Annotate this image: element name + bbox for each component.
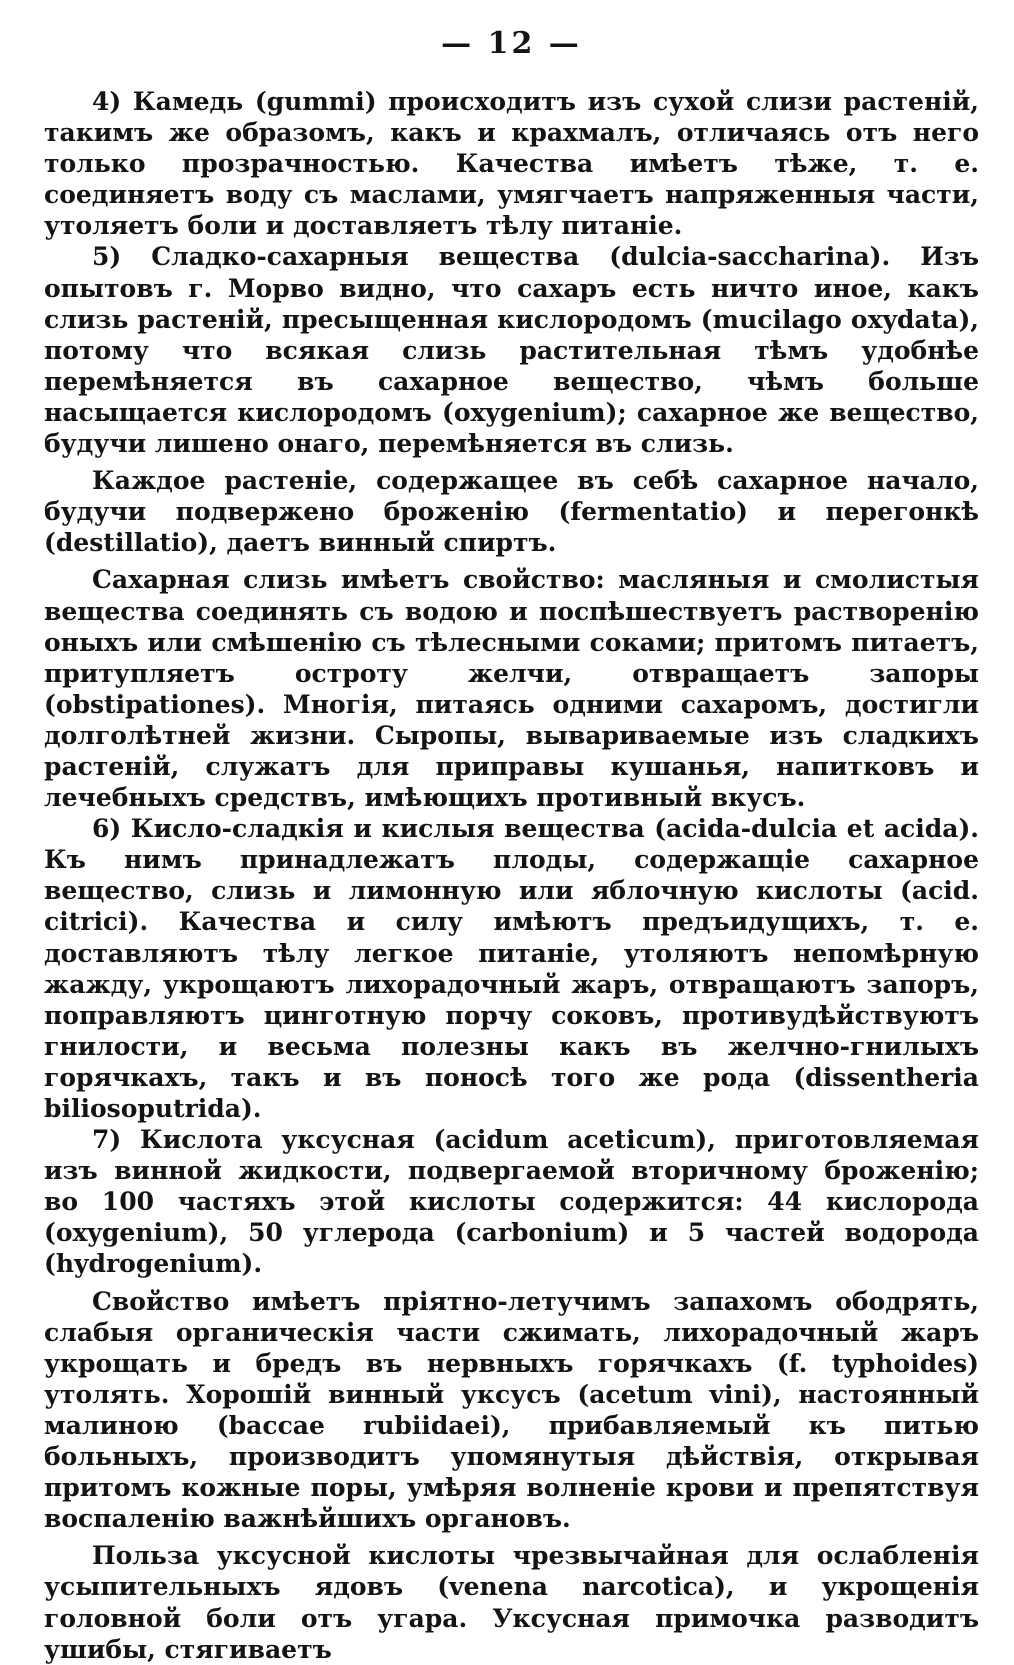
paragraph-fermentation: Каждое растеніе, содержащее въ себѣ сахарное начало, будучи подвержено броженію (fermentatio) и перегонкѣ (destillatio), даетъ винный спиртъ. <box>44 466 979 558</box>
paragraph-acetic-acid: 7) Кислота уксусная (acidum aceticum), приготовляемая изъ винной жидкости, подвергаемой вторичному броженію; во 100 частяхъ этой кислоты содержится: 44 кислорода (oxygenium), 50 углерода (carbonium) и 5 частей водорода (hydrogenium). <box>44 1125 979 1279</box>
paragraph-vinegar-uses: Польза уксусной кислоты чрезвычайная для ослабленія усыпительныхъ ядовъ (venena narcotica), и укрощенія головной боли отъ угара. Уксусная примочка разводитъ ушибы, стягиваетъ <box>44 1541 979 1664</box>
page-number: — 12 — <box>441 26 582 61</box>
paragraph-sugar-mucus: Сахарная слизь имѣетъ свойство: масляныя и смолистыя вещества соединять съ водою и поспѣшествуетъ растворенію оныхъ или смѣшенію съ тѣлесными соками; притомъ питаетъ, притупляетъ остроту желчи, отвращаетъ запоры (obstipationes). Многія, питаясь одними сахаромъ, достигли долголѣтней жизни. Сыропы, вывариваемые изъ сладкихъ растеній, служатъ для приправы кушанья, напитковъ и лечебныхъ средствъ, имѣющихъ противный вкусъ. <box>44 565 979 813</box>
paragraph-acidic-substances: 6) Кисло-сладкія и кислыя вещества (acida-dulcia et acida). Къ нимъ принадлежатъ плоды, содержащіе сахарное вещество, слизь и лимонную или яблочную кислоты (acid. citrici). Качества и силу имѣютъ предъидущихъ, т. е. доставляютъ тѣлу легкое питаніе, утоляютъ непомѣрную жажду, укрощаютъ лихорадочный жаръ, отвращаютъ запоръ, поправляютъ цинготную порчу соковъ, противудѣйствуютъ гнилости, и весьма полезны какъ въ желчно-гнилыхъ горячкахъ, такъ и въ поносѣ того же рода (dissentheria biliosoputrida). <box>44 814 979 1123</box>
book-page <box>44 20 979 1664</box>
page-text <box>44 86 979 1665</box>
paragraph-gum: 4) Камедь (gummi) происходитъ изъ сухой слизи растеній, такимъ же образомъ, какъ и крахмалъ, отличаясь отъ него только прозрачностью. Качества имѣетъ тѣже, т. е. соединяетъ воду съ маслами, умягчаетъ напряженныя части, утоляетъ боли и доставляетъ тѣлу питаніе. <box>44 87 979 241</box>
paragraph-vinegar-properties: Свойство имѣетъ пріятно-летучимъ запахомъ ободрять, слабыя органическія части сжимать, лихорадочный жаръ укрощать и бредъ въ нервныхъ горячкахъ (f. typhoides) утолять. Хорошій винный уксусъ (acetum vini), настоянный малиною (baccae rubiidaei), прибавляемый къ питью больныхъ, производитъ упомянутыя дѣйствія, открывая притомъ кожные поры, умѣряя волненіе крови и препятствуя воспаленію важнѣйшихъ органовъ. <box>44 1286 979 1534</box>
paragraph-sweet-substances: 5) Сладко-сахарныя вещества (dulcia-saccharina). Изъ опытовъ г. Морво видно, что сахаръ есть ничто иное, какъ слизь растеній, пресыщенная кислородомъ (mucilago oxydata), потому что всякая слизь растительная тѣмъ удобнѣе перемѣняется въ сахарное вещество, чѣмъ больше насыщается кислородомъ (oxygenium); сахарное же вещество, будучи лишено онаго, перемѣняется въ слизь. <box>44 242 979 459</box>
